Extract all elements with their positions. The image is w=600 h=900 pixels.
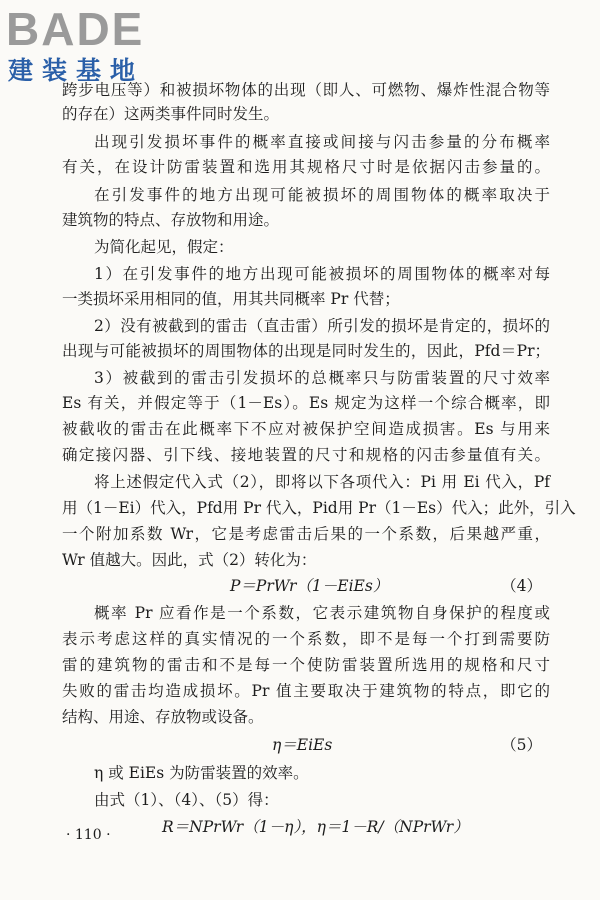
text-line: 的存在）这两类事件同时发生。	[62, 105, 280, 123]
text-line: 在引发事件的地方出现可能被损坏的周围物体的概率取决于	[94, 186, 550, 204]
text-line: Wr 值越大。因此，式（2）转化为：	[62, 551, 317, 569]
text-line: 2）没有被截到的雷击（直击雷）所引发的损坏是肯定的，损坏的	[94, 317, 550, 335]
equation-expression: R＝NPrWr（1－η），η＝1－R/（NPrWr）	[162, 818, 469, 836]
text-line: 为简化起见，假定：	[94, 238, 234, 256]
text-line: 出现与可能被损坏的周围物体的出现是同时发生的，因此，Pfd＝Pr；	[62, 342, 550, 360]
text-line: 雷的建筑物的雷击和不是每一个使防雷装置所选用的规格和尺寸	[62, 656, 550, 674]
text-line: 1）在引发事件的地方出现可能被损坏的周围物体的概率对每	[94, 265, 550, 283]
equation-expression: P＝PrWr（1－EiEs）	[230, 577, 389, 595]
text-line: 表示考虑这样的真实情况的一个系数，即不是每一个打到需要防	[62, 630, 550, 648]
text-line: 一个附加系数 Wr，它是考虑雷击后果的一个系数，后果越严重，	[62, 525, 550, 543]
text-line: 建筑物的特点、存放物和用途。	[62, 211, 280, 229]
equation-number: （4）	[501, 577, 542, 595]
equation-expression: η＝EiEs	[272, 736, 333, 754]
text-line: 失败的雷击均造成损坏。Pr 值主要取决于建筑物的特点，即它的	[62, 682, 550, 700]
text-line: 概率 Pr 应看作是一个系数，它表示建筑物自身保护的程度或	[94, 604, 550, 622]
logo-subtitle: 建装基地	[8, 56, 145, 85]
text-line: 跨步电压等）和被损坏物体的出现（即人、可燃物、爆炸性混合物等	[62, 81, 550, 99]
text-line: Es 有关，并假定等于（1－Es）。Es 规定为这样一个综合概率，即	[62, 394, 550, 412]
text-line: 3）被截到的雷击引发损坏的总概率只与防雷装置的尺寸效率	[94, 369, 550, 387]
equation-number: （5）	[501, 736, 542, 754]
text-line: 有关，在设计防雷装置和选用其规格尺寸时是依据闪击参量的。	[62, 158, 550, 176]
text-line: 被截收的雷击在此概率下不应对被保护空间造成损害。Es 与用来	[62, 420, 550, 438]
text-line: η 或 EiEs 为防雷装置的效率。	[94, 764, 309, 782]
text-line: 结构、用途、存放物或设备。	[62, 708, 264, 726]
text-line: 一类损坏采用相同的值，用其共同概率 Pr 代替；	[62, 290, 400, 308]
page-number: · 110 ·	[66, 827, 111, 843]
text-line: 用（1－Ei）代入，Pfd用 Pr 代入，Pid用 Pr（1－Es）代入；此外，引入	[62, 499, 576, 517]
text-line: 将上述假定代入式（2），即将以下各项代入：Pi 用 Ei 代入，Pf	[94, 473, 550, 491]
text-line: 由式（1）、（4）、（5）得：	[94, 791, 279, 809]
text-line: 出现引发损坏事件的概率直接或间接与闪击参量的分布概率	[94, 133, 550, 151]
text-line: 确定接闪器、引下线、接地装置的尺寸和规格的闪击参量值有关。	[62, 446, 550, 464]
logo-wordmark: BADE	[6, 3, 145, 55]
